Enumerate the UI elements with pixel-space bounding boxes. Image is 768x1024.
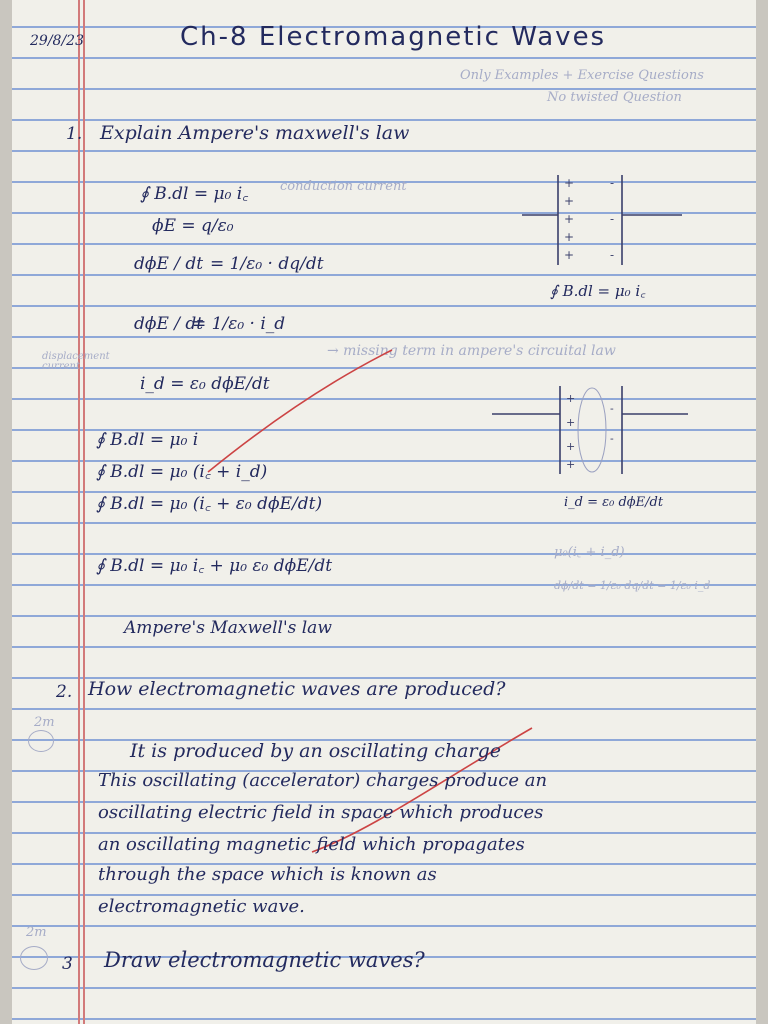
- answer-line: through the space which is known as: [98, 864, 437, 885]
- capacitor-diagram: [522, 165, 692, 265]
- margin-line: [78, 0, 80, 1024]
- side-equation: dϕ/dt = 1/ε₀ dq/dt = 1/ε₀ i_d: [554, 579, 711, 592]
- conclusion: Ampere's Maxwell's law: [124, 618, 332, 638]
- answer-line: an oscillating magnetic field which propagates: [98, 834, 525, 855]
- marks-circle: [20, 946, 48, 970]
- margin-line: [83, 0, 85, 1024]
- equation: ∮ B.dl = μ₀ i꜀ + μ₀ ε₀ dϕE/dt: [96, 556, 333, 576]
- equation: i_d = ε₀ dϕE/dt: [140, 374, 270, 394]
- marks-label: 2m: [34, 715, 55, 730]
- svg-text:+: +: [564, 248, 575, 262]
- svg-text:+: +: [566, 458, 576, 471]
- svg-text:-: -: [610, 402, 614, 415]
- equation: ϕE = q/ε₀: [152, 216, 234, 236]
- svg-text:+: +: [564, 212, 575, 226]
- marks-circle: [28, 730, 54, 752]
- answer-line: electromagnetic wave.: [98, 896, 305, 917]
- side-note: displacement current: [42, 351, 110, 372]
- svg-text:+: +: [566, 416, 576, 429]
- svg-text:+: +: [564, 230, 575, 244]
- question-text: How electromagnetic waves are produced?: [88, 678, 506, 700]
- marks-label: 2m: [26, 925, 47, 940]
- svg-text:+: +: [566, 440, 576, 453]
- side-equation: i_d = ε₀ dϕE/dt: [564, 495, 664, 510]
- svg-text:-: -: [610, 248, 615, 262]
- capacitor-diagram: [492, 382, 692, 477]
- note-line: No twisted Question: [547, 90, 682, 105]
- notebook-page: [12, 0, 756, 1024]
- question-number: 1.: [66, 124, 83, 144]
- equation: = 1/ε₀ · dq/dt: [210, 254, 324, 274]
- svg-text:+: +: [566, 392, 576, 405]
- equation: ∮ B.dl = μ₀ i꜀: [140, 184, 249, 204]
- question-number: 3: [62, 954, 73, 974]
- equation: ∮ B.dl = μ₀ (i꜀ + ε₀ dϕE/dt): [96, 494, 323, 514]
- svg-text:-: -: [610, 176, 615, 190]
- page-title: Ch-8 Electromagnetic Waves: [180, 22, 607, 52]
- svg-text:-: -: [610, 212, 615, 226]
- question-text: Explain Ampere's maxwell's law: [100, 122, 410, 144]
- equation-note: conduction current: [280, 179, 407, 194]
- side-equation: μ₀(i꜀ + i_d): [554, 545, 625, 560]
- side-equation: ∮ B.dl = μ₀ i꜀: [550, 282, 646, 300]
- equation: ∮ B.dl = μ₀ i: [96, 430, 199, 450]
- equation: ∮ B.dl = μ₀ (i꜀ + i_d): [96, 462, 268, 482]
- date: 29/8/23: [30, 33, 84, 49]
- equation-note: → missing term in ampere's circuital law: [327, 343, 616, 359]
- svg-text:+: +: [564, 176, 575, 190]
- answer-line: This oscillating (accelerator) charges produce an: [98, 770, 548, 791]
- question-number: 2.: [56, 682, 73, 702]
- question-text: Draw electromagnetic waves?: [104, 948, 425, 972]
- equation: dϕE / dt: [134, 254, 204, 274]
- svg-text:-: -: [610, 432, 614, 445]
- equation: = 1/ε₀ · i_d: [192, 314, 286, 334]
- equation: dϕE / dt: [134, 314, 204, 334]
- answer-line: It is produced by an oscillating charge: [130, 740, 501, 762]
- note-line: Only Examples + Exercise Questions: [460, 68, 704, 83]
- svg-text:+: +: [564, 194, 575, 208]
- answer-line: oscillating electric field in space which produces: [98, 802, 544, 823]
